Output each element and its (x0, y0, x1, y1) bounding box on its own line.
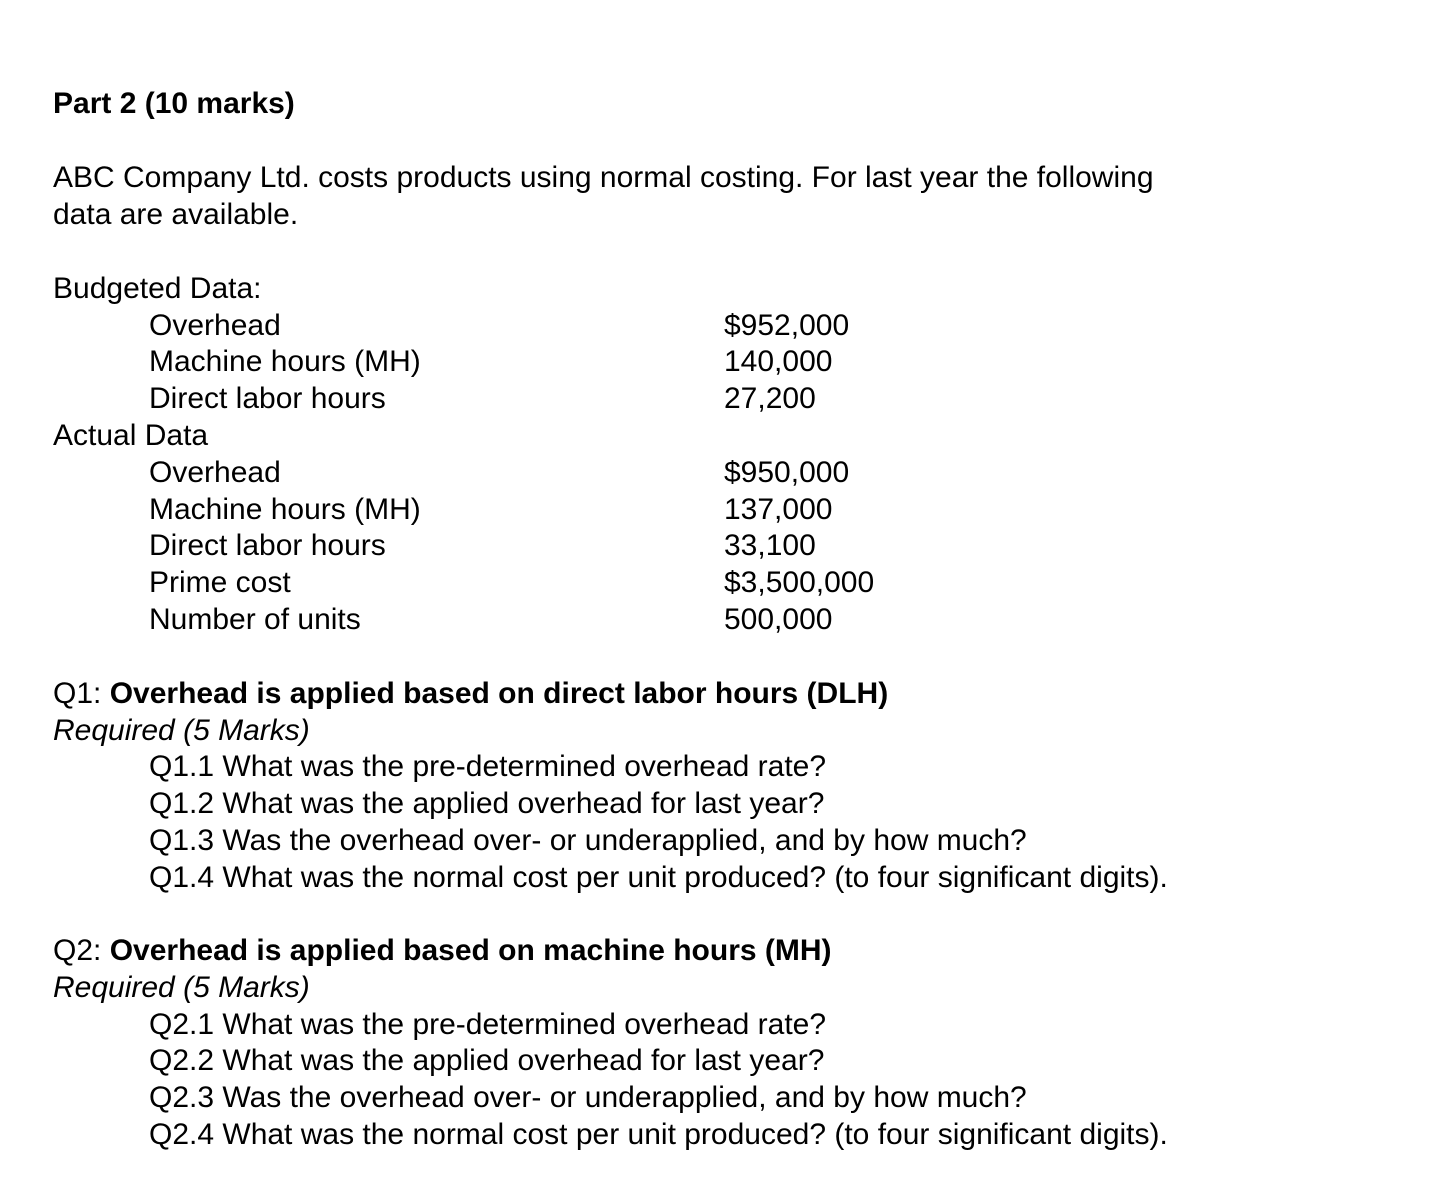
q2-item-3: Q2.3 Was the overhead over- or underapplied, and by how much? (149, 1081, 1027, 1114)
actual-heading: Actual Data (53, 419, 209, 452)
actual-overhead-value: $950,000 (724, 456, 850, 489)
q1-item-4: Q1.4 What was the normal cost per unit produced? (to four significant digits). (149, 861, 1168, 894)
actual-overhead-label: Overhead (149, 456, 281, 489)
q2-item-2: Q2.2 What was the applied overhead for last year? (149, 1044, 825, 1077)
q2-heading (53, 933, 832, 970)
q2-item-4: Q2.4 What was the normal cost per unit produced? (to four significant digits). (149, 1118, 1168, 1151)
budgeted-direct-labor-label: Direct labor hours (149, 382, 386, 415)
actual-machine-hours-label: Machine hours (MH) (149, 493, 421, 526)
budgeted-machine-hours-value: 140,000 (724, 345, 833, 378)
q2-required: Required (5 Marks) (53, 971, 310, 1004)
q1-prefix: Q1: (53, 677, 110, 710)
q1-title: Overhead is applied based on direct labor hours (DLH) (109, 677, 889, 710)
actual-units-value: 500,000 (724, 603, 833, 636)
q1-heading (53, 676, 888, 713)
budgeted-direct-labor-value: 27,200 (724, 382, 816, 415)
q1-item-1: Q1.1 What was the pre-determined overhead rate? (149, 750, 827, 783)
actual-prime-cost-label: Prime cost (149, 566, 291, 599)
q2-prefix: Q2: (53, 934, 110, 967)
intro-line-2: data are available. (53, 198, 299, 231)
budgeted-machine-hours-label: Machine hours (MH) (149, 345, 421, 378)
q1-required: Required (5 Marks) (53, 714, 310, 747)
budgeted-overhead-value: $952,000 (724, 309, 850, 342)
intro-line-1: ABC Company Ltd. costs products using normal costing. For last year the following (53, 161, 1154, 194)
q1-item-3: Q1.3 Was the overhead over- or underapplied, and by how much? (149, 824, 1027, 857)
actual-units-label: Number of units (149, 603, 361, 636)
actual-direct-labor-value: 33,100 (724, 529, 816, 562)
q2-title: Overhead is applied based on machine hours (MH) (109, 934, 832, 967)
actual-machine-hours-value: 137,000 (724, 493, 833, 526)
actual-direct-labor-label: Direct labor hours (149, 529, 386, 562)
budgeted-heading: Budgeted Data: (53, 272, 262, 305)
budgeted-overhead-label: Overhead (149, 309, 281, 342)
actual-prime-cost-value: $3,500,000 (724, 566, 875, 599)
part-title: Part 2 (10 marks) (53, 87, 295, 120)
q1-item-2: Q1.2 What was the applied overhead for last year? (149, 787, 825, 820)
q2-item-1: Q2.1 What was the pre-determined overhead rate? (149, 1008, 827, 1041)
